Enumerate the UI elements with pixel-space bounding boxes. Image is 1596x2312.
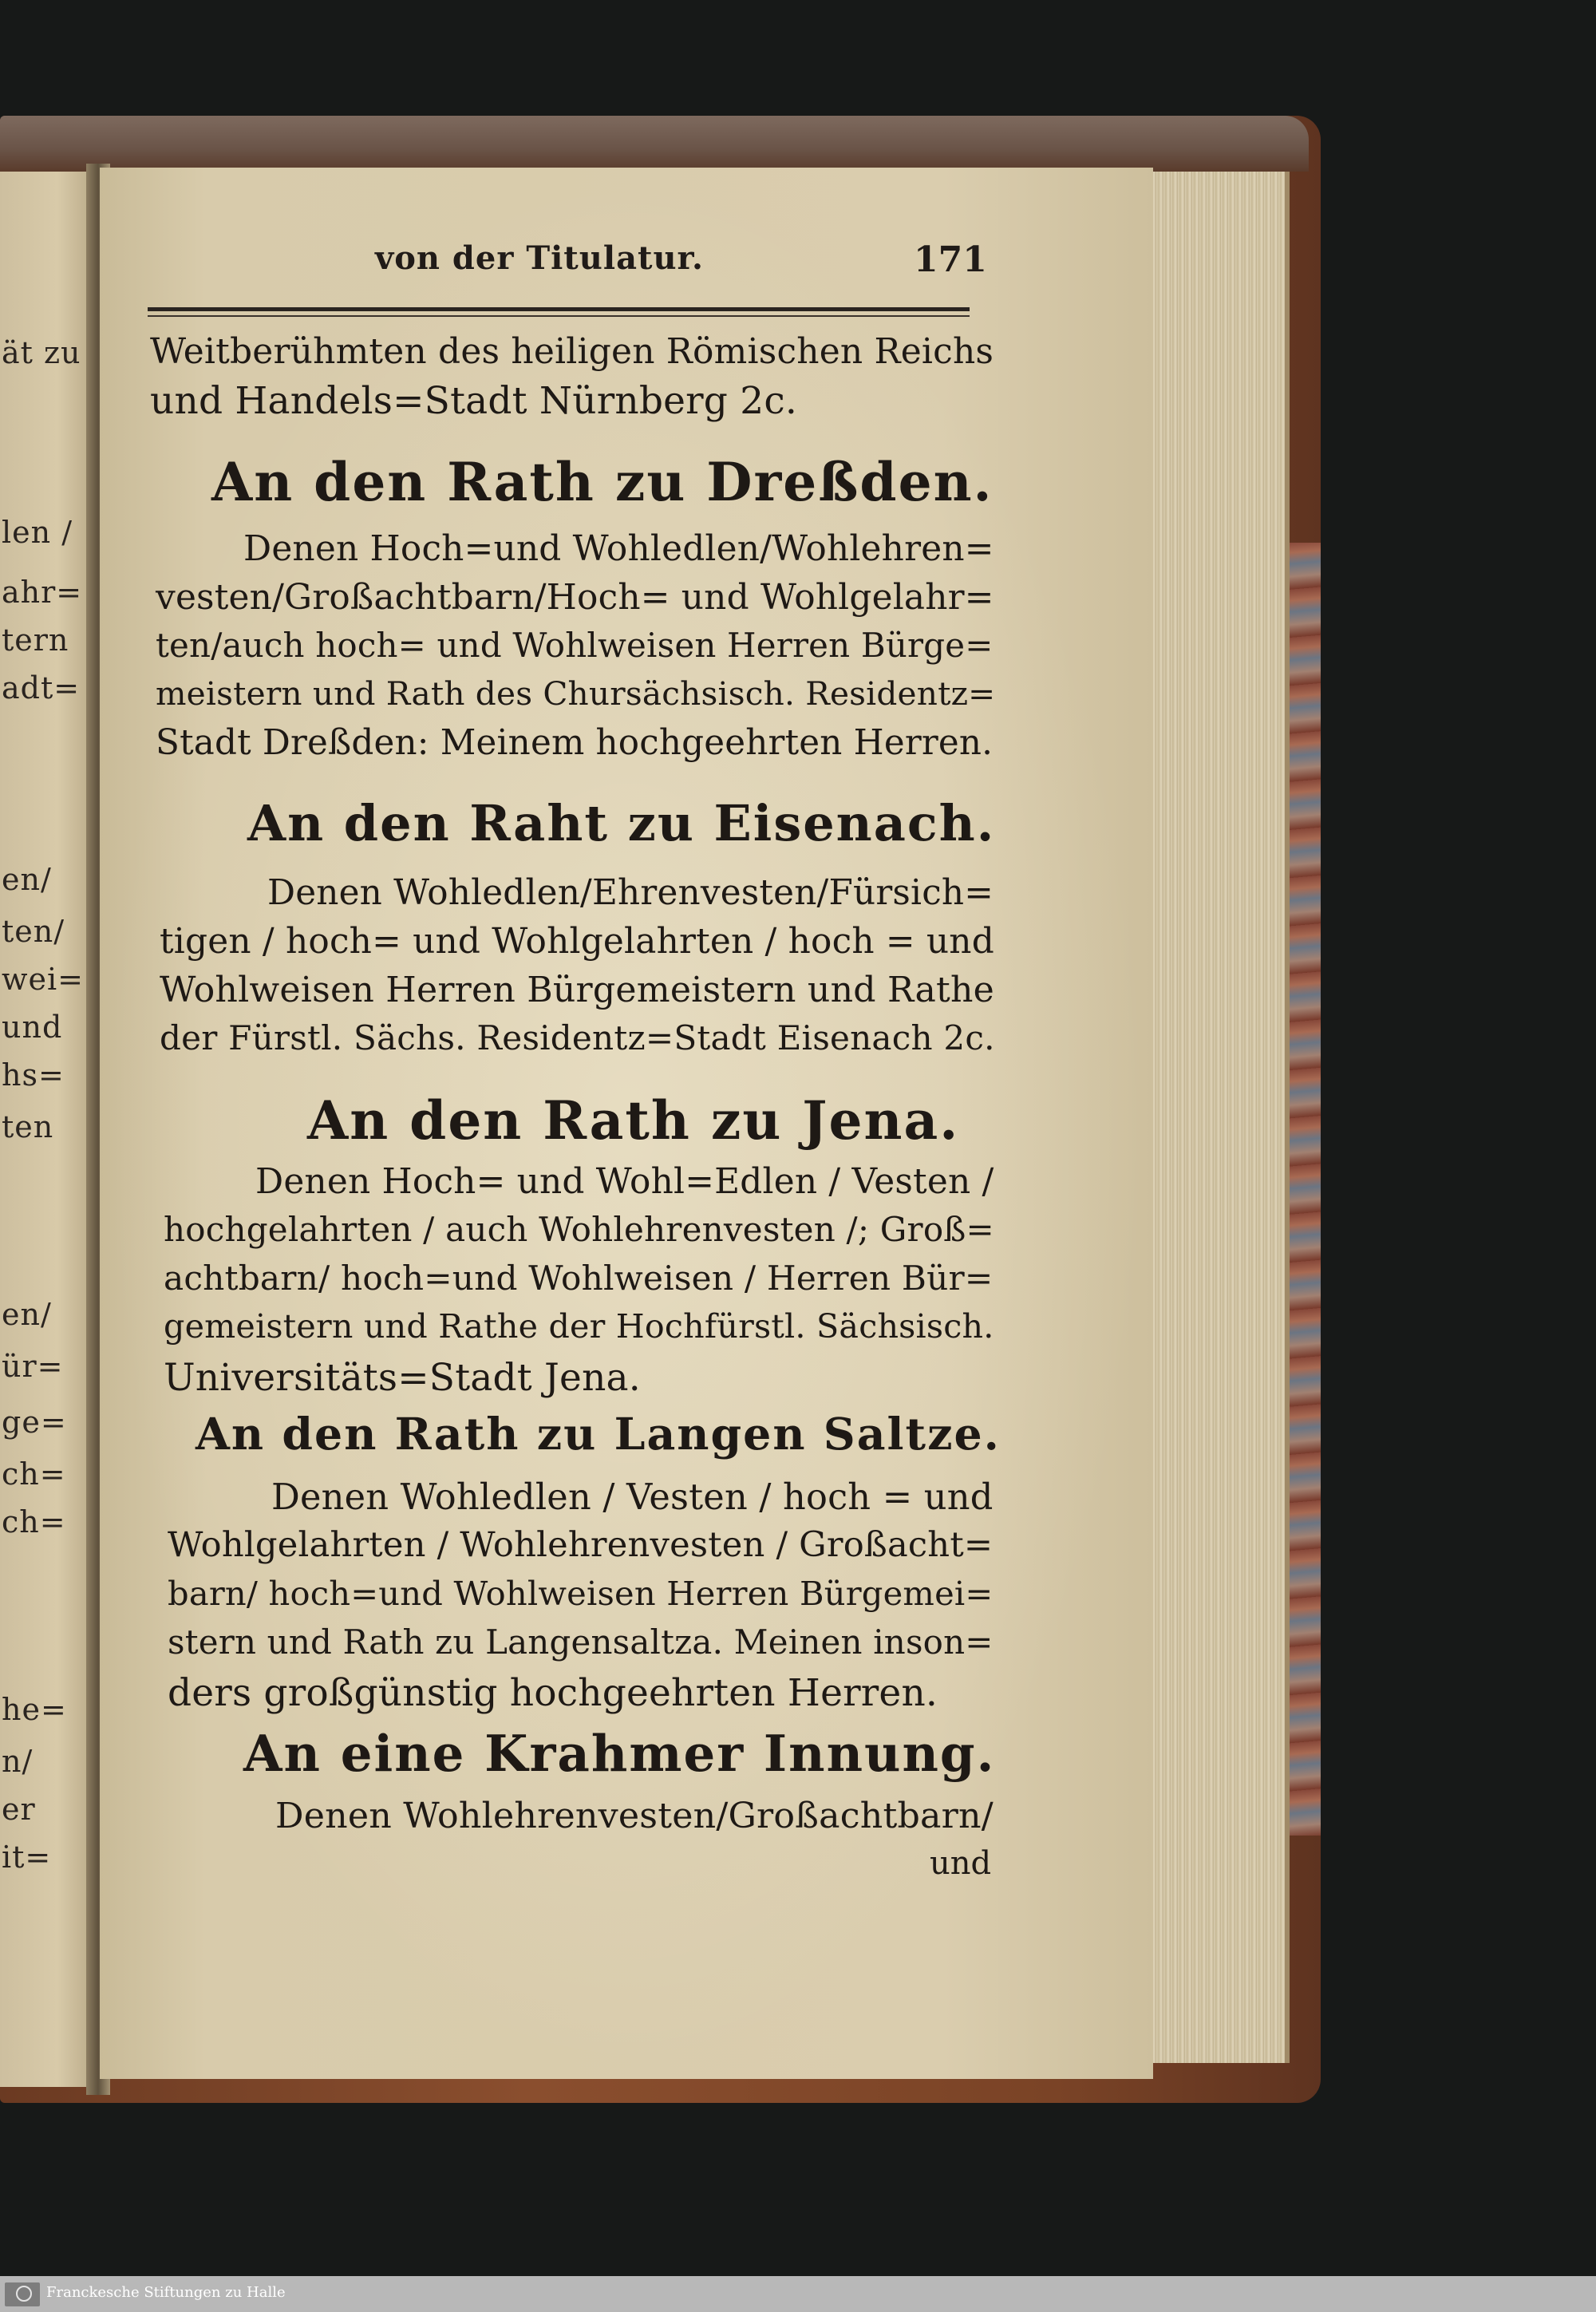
text-line: Denen Wohlehrenvesten/Großachtbarn/ <box>275 1796 994 1836</box>
left-fragment: und <box>2 1010 63 1045</box>
page-header <box>375 239 987 295</box>
text-line: Denen Wohledlen/Ehrenvesten/Fürsich= <box>267 872 994 913</box>
left-fragment: ch= <box>2 1456 66 1492</box>
text-line: stern und Rath zu Langensaltza. Meinen inson= <box>168 1622 994 1662</box>
book-cover-top-edge <box>0 116 1309 172</box>
left-fragment: ge= <box>2 1405 67 1440</box>
left-fragment: it= <box>2 1840 52 1875</box>
left-fragment: n/ <box>2 1744 34 1779</box>
page-block-edges <box>1149 172 1290 2063</box>
left-fragment: ch= <box>2 1504 66 1539</box>
left-fragment: ahr= <box>2 575 83 610</box>
text-line: meistern und Rath des Chursächsisch. Residentz= <box>156 674 996 713</box>
footer-credit: Franckesche Stiftungen zu Halle <box>46 2284 286 2301</box>
section-heading: An den Rath zu Jena. <box>307 1089 960 1152</box>
text-line: gemeistern und Rathe der Hochfürstl. Sächsisch. <box>164 1307 994 1346</box>
left-fragment: hs= <box>2 1057 65 1093</box>
text-line: achtbarn/ hoch=und Wohlweisen / Herren Bür= <box>164 1259 994 1298</box>
catchword: und <box>930 1845 992 1882</box>
left-fragment: wei= <box>2 962 85 997</box>
text-line: und Handels=Stadt Nürnberg 2c. <box>150 379 797 423</box>
left-fragment: ür= <box>2 1349 64 1384</box>
left-fragment: tern <box>2 622 69 658</box>
text-line: ders großgünstig hochgeehrten Herren. <box>168 1671 938 1715</box>
footer-bar <box>0 2276 1596 2312</box>
section-heading: An eine Krahmer Innung. <box>243 1724 996 1783</box>
text-line: barn/ hoch=und Wohlweisen Herren Bürgemei= <box>168 1574 994 1613</box>
text-line: Universitäts=Stadt Jena. <box>164 1356 641 1400</box>
text-line: vesten/Großachtbarn/Hoch= und Wohlgelahr= <box>156 577 994 618</box>
left-fragment: ät zu <box>2 335 81 370</box>
section-heading: An den Raht zu Eisenach. <box>247 794 996 852</box>
text-line: Weitberühmten des heiligen Römischen Reichs <box>150 331 994 372</box>
text-line: Denen Hoch= und Wohl=Edlen / Vesten / <box>255 1161 994 1202</box>
left-fragment: ten <box>2 1109 54 1144</box>
text-line: der Fürstl. Sächs. Residentz=Stadt Eisenach 2c. <box>160 1018 995 1057</box>
text-line: hochgelahrten / auch Wohlehrenvesten /; Groß= <box>164 1210 994 1249</box>
section-heading: An den Rath zu Langen Saltze. <box>196 1409 1001 1460</box>
left-fragment: he= <box>2 1692 67 1727</box>
text-line: Stadt Dreßden: Meinem hochgeehrten Herren. <box>156 723 994 763</box>
left-fragment: en/ <box>2 862 52 897</box>
section-heading: An den Rath zu Dreßden. <box>211 451 994 513</box>
left-fragment: adt= <box>2 670 81 705</box>
text-line: Wohlweisen Herren Bürgemeistern und Rathe <box>160 970 994 1010</box>
left-fragment: er <box>2 1792 36 1827</box>
left-fragment: len / <box>2 515 73 550</box>
header-rule <box>148 307 970 311</box>
text-line: Wohlgelahrten / Wohlehrenvesten / Großacht= <box>168 1525 994 1565</box>
left-fragment: ten/ <box>2 914 65 949</box>
header-rule-thin <box>148 315 970 317</box>
text-line: Denen Wohledlen / Vesten / hoch = und <box>271 1476 994 1518</box>
text-line: Denen Hoch=und Wohledlen/Wohlehren= <box>243 528 994 569</box>
text-line: ten/auch hoch= und Wohlweisen Herren Bürge= <box>156 626 994 665</box>
page-number: 171 <box>914 239 987 280</box>
institution-logo-icon <box>5 2282 40 2306</box>
running-head: von der Titulatur. <box>375 239 704 277</box>
text-line: tigen / hoch= und Wohlgelahrten / hoch = und <box>160 921 994 962</box>
left-fragment: en/ <box>2 1297 52 1332</box>
